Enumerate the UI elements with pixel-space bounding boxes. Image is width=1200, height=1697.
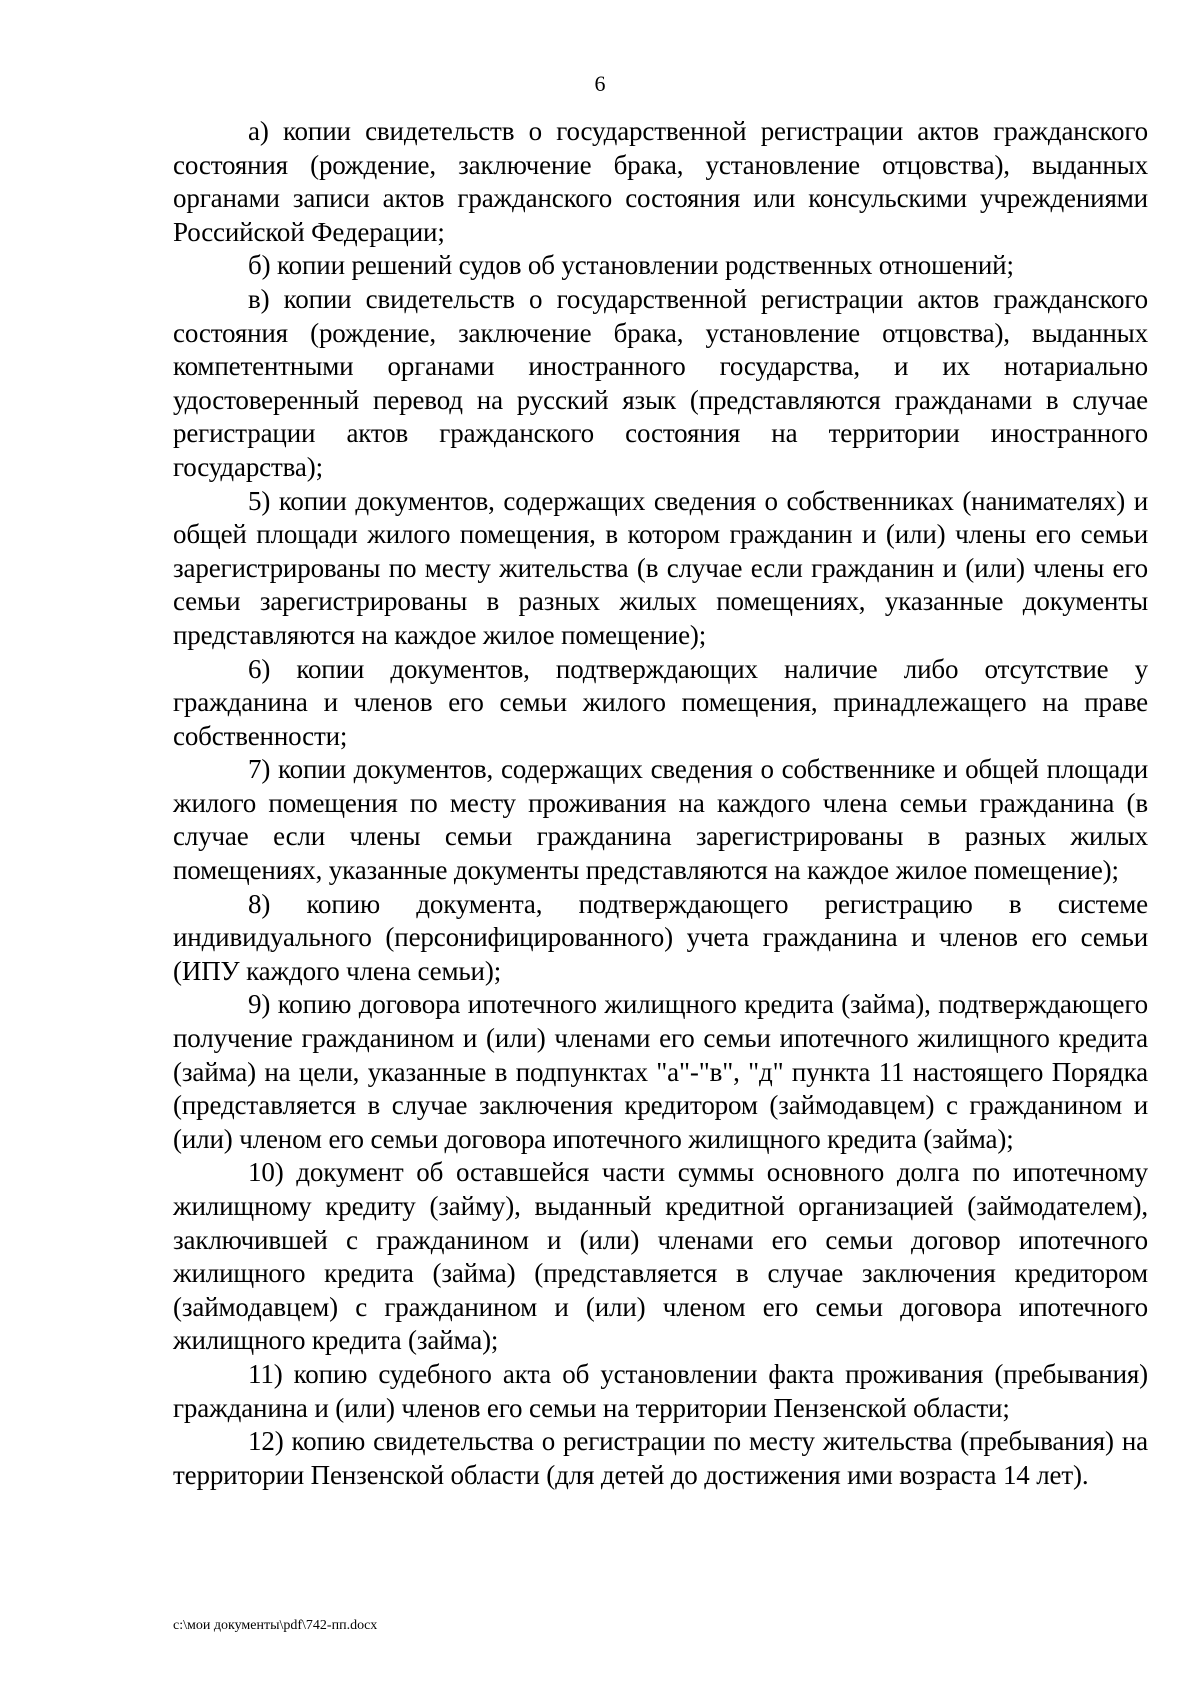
footer-file-path: c:\мои документы\pdf\742-пп.docx <box>173 1618 378 1633</box>
paragraph-10: 10) документ об оставшейся части суммы основного долга по ипотечному жилищному кредиту (займу), выданный кредитной организацией (займодателем), заключившей с гражданином и (или) членами его семьи договор ипотечного жилищного кредита (займа) (представляется в случае заключения кредитором (займодавцем) с гражданином и (или) членом его семьи договора ипотечного жилищного кредита (займа); <box>173 1157 1148 1356</box>
paragraph-8: 8) копию документа, подтверждающего регистрацию в системе индивидуального (персонифицированного) учета гражданина и членов его семьи (ИПУ каждого члена семьи); <box>173 888 1148 986</box>
paragraph-5: 5) копии документов, содержащих сведения о собственниках (нанимателях) и общей площади жилого помещения, в котором гражданин и (или) члены его семьи зарегистрированы по месту жительства (в случае если гражданин и (или) члены его семьи зарегистрированы в разных жилых помещениях, указанные документы представляются на каждое жилое помещение); <box>173 485 1148 650</box>
paragraph-9: 9) копию договора ипотечного жилищного кредита (займа), подтверждающего получение гражданином и (или) членами его семьи ипотечного жилищного кредита (займа) на цели, указанные в подпунктах "а"-"в", "д" пункта 11 настоящего Порядка (представляется в случае заключения кредитором (займодавцем) с гражданином и (или) членом его семьи договора ипотечного жилищного кредита (займа); <box>173 989 1148 1154</box>
paragraph-7: 7) копии документов, содержащих сведения о собственнике и общей площади жилого помещения по месту проживания на каждого члена семьи гражданина (в случае если члены семьи гражданина зарегистрированы в разных жилых помещениях, указанные документы представляются на каждое жилое помещение); <box>173 754 1148 886</box>
paragraph-b: б) копии решений судов об установлении родственных отношений; <box>248 250 1014 281</box>
paragraph-v: в) копии свидетельств о государственной регистрации актов гражданского состояния (рождение, заключение брака, установление отцовства), выданных компетентными органами иностранного государства, и их нотариально удостоверенный перевод на русский язык (представляются гражданами в случае регистрации актов гражданского состояния на территории иностранного государства); <box>173 283 1148 482</box>
document-body <box>173 115 1148 1492</box>
page-number: 6 <box>594 71 606 96</box>
paragraph-12: 12) копию свидетельства о регистрации по месту жительства (пребывания) на территории Пензенской области (для детей до достижения ими возраста 14 лет). <box>173 1426 1148 1490</box>
paragraph-a: а) копии свидетельств о государственной регистрации актов гражданского состояния (рождение, заключение брака, установление отцовства), выданных органами записи актов гражданского состояния или консульскими учреждениями Российской Федерации; <box>173 116 1148 247</box>
paragraph-11: 11) копию судебного акта об установлении факта проживания (пребывания) гражданина и (или) членов его семьи на территории Пензенской области; <box>173 1358 1148 1423</box>
paragraph-6: 6) копии документов, подтверждающих наличие либо отсутствие у гражданина и членов его семьи жилого помещения, принадлежащего на праве собственности; <box>173 653 1148 751</box>
